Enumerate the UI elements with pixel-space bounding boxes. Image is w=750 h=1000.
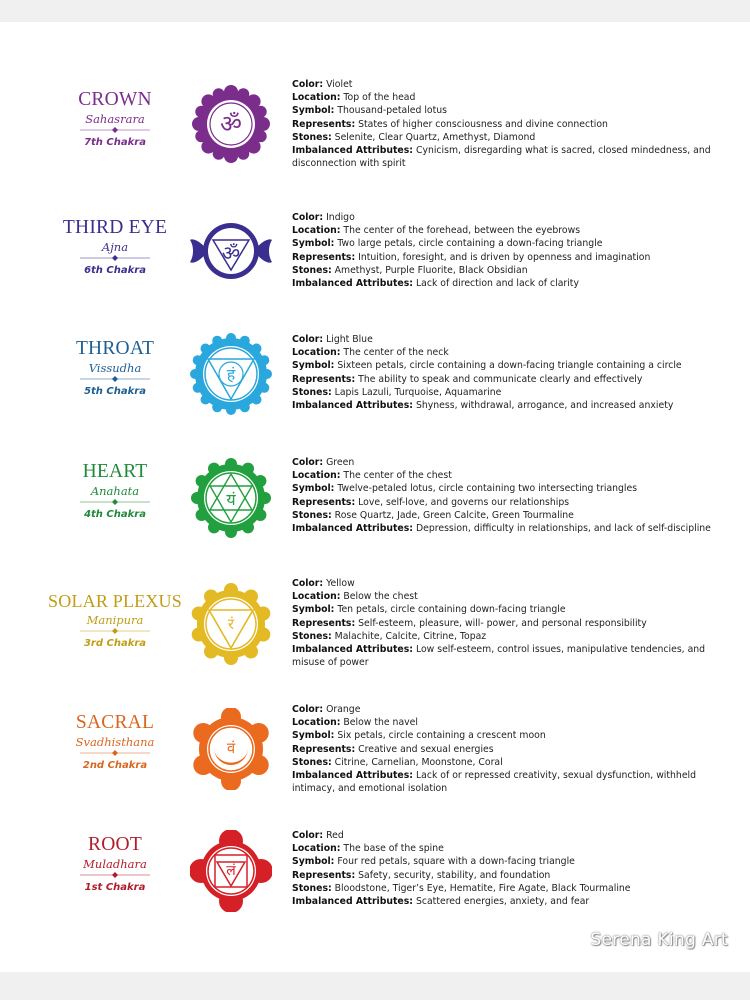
- chakra-ordinal: 7th Chakra: [84, 137, 146, 148]
- label-stones: Stones:: [292, 630, 332, 642]
- chakra-ordinal: 6th Chakra: [84, 265, 146, 276]
- label-represents: Represents:: [292, 251, 356, 263]
- sanskrit-name: Muladhara: [83, 857, 147, 871]
- sanskrit-name: Svadhisthana: [75, 735, 155, 749]
- value-symbol: Thousand-petaled lotus: [337, 105, 447, 117]
- label-color: Color:: [292, 704, 324, 715]
- value-stones: Malachite, Calcite, Citrine, Topaz: [334, 630, 487, 642]
- label-imbalanced: Imbalanced Attributes:: [292, 644, 413, 656]
- value-imbalanced: Low self-esteem, control issues, manipulative tendencies, and misuse of power: [292, 644, 706, 669]
- value-stones: Rose Quartz, Jade, Green Calcite, Green Tourmaline: [334, 509, 574, 521]
- value-color: Yellow: [326, 578, 355, 589]
- value-imbalanced: Lack of or repressed creativity, sexual dysfunction, withheld intimacy, and emotional isolation: [292, 770, 697, 795]
- chakra-name: THROAT: [75, 338, 155, 359]
- label-location: Location:: [292, 347, 341, 359]
- value-color: Red: [326, 830, 344, 841]
- label-location: Location:: [292, 92, 341, 104]
- label-stones: Stones:: [292, 264, 332, 276]
- label-symbol: Symbol:: [292, 360, 335, 372]
- divider-ornament: [80, 499, 150, 505]
- value-stones: Selenite, Clear Quartz, Amethyst, Diamond: [334, 131, 536, 143]
- value-represents: States of higher consciousness and divine connection: [358, 118, 608, 130]
- label-location: Location:: [292, 843, 341, 855]
- lotus-om-icon: [190, 83, 272, 165]
- label-represents: Represents:: [292, 373, 356, 385]
- label-imbalanced: Imbalanced Attributes:: [292, 896, 413, 908]
- value-stones: Amethyst, Purple Fluorite, Black Obsidian: [334, 264, 528, 276]
- label-location: Location:: [292, 591, 341, 603]
- value-imbalanced: Depression, difficulty in relationships, and lack of self-discipline: [415, 523, 711, 535]
- value-represents: The ability to speak and communicate clearly and effectively: [358, 373, 643, 385]
- label-stones: Stones:: [292, 756, 332, 768]
- label-color: Color:: [292, 212, 324, 223]
- value-location: The base of the spine: [343, 843, 444, 855]
- label-symbol: Symbol:: [292, 238, 335, 250]
- chakra-details: [292, 333, 712, 412]
- four-petal-lam-icon: [190, 830, 272, 912]
- sanskrit-name: Vissudha: [88, 361, 142, 375]
- chakra-ordinal: 2nd Chakra: [82, 760, 148, 771]
- sanskrit-name: Ajna: [101, 240, 129, 254]
- label-imbalanced: Imbalanced Attributes:: [292, 523, 413, 535]
- value-symbol: Sixteen petals, circle containing a down-facing triangle containing a circle: [337, 360, 682, 372]
- value-represents: Love, self-love, and governs our relationships: [358, 496, 570, 508]
- value-imbalanced: Lack of direction and lack of clarity: [415, 278, 579, 290]
- value-imbalanced: Cynicism, disregarding what is sacred, closed mindedness, and disconnection with spirit: [292, 145, 711, 170]
- label-stones: Stones:: [292, 509, 332, 521]
- chakra-details: [292, 703, 712, 795]
- value-stones: Lapis Lazuli, Turquoise, Aquamarine: [334, 386, 502, 398]
- svg-text:यं: यं: [226, 490, 236, 509]
- value-symbol: Six petals, circle containing a crescent moon: [337, 730, 546, 742]
- sanskrit-name: Sahasrara: [85, 112, 145, 126]
- label-represents: Represents:: [292, 617, 356, 629]
- value-color: Indigo: [326, 212, 355, 223]
- sanskrit-name: Manipura: [86, 613, 144, 627]
- value-stones: Citrine, Carnelian, Moonstone, Coral: [334, 756, 503, 768]
- value-imbalanced: Shyness, withdrawal, arrogance, and increased anxiety: [415, 400, 674, 412]
- divider-ornament: [80, 255, 150, 261]
- label-represents: Represents:: [292, 869, 356, 881]
- label-location: Location:: [292, 470, 341, 482]
- chakra-details: [292, 829, 712, 908]
- svg-text:लं: लं: [226, 863, 236, 879]
- chakra-name: HEART: [82, 461, 148, 482]
- label-stones: Stones:: [292, 386, 332, 398]
- chakra-ordinal: 3rd Chakra: [83, 638, 147, 649]
- value-stones: Bloodstone, Tiger’s Eye, Hematite, Fire Agate, Black Tourmaline: [334, 882, 631, 894]
- value-location: The center of the chest: [343, 470, 452, 482]
- chakra-ordinal: 4th Chakra: [84, 509, 146, 520]
- label-symbol: Symbol:: [292, 105, 335, 117]
- chakra-details: [292, 211, 712, 290]
- label-symbol: Symbol:: [292, 730, 335, 742]
- chakra-name: CROWN: [78, 89, 152, 110]
- label-color: Color:: [292, 830, 324, 841]
- svg-text:वं: वं: [226, 739, 236, 757]
- chakra-name: ROOT: [88, 834, 142, 855]
- chakra-name: THIRD EYE: [62, 217, 168, 238]
- chakra-chart-page: [0, 22, 750, 972]
- label-imbalanced: Imbalanced Attributes:: [292, 145, 413, 157]
- label-symbol: Symbol:: [292, 604, 335, 616]
- value-represents: Self-esteem, pleasure, will- power, and personal responsibility: [358, 617, 647, 629]
- label-stones: Stones:: [292, 882, 332, 894]
- chakra-ordinal: 1st Chakra: [84, 882, 146, 893]
- twelve-petal-yam-icon: [190, 457, 272, 539]
- label-represents: Represents:: [292, 496, 356, 508]
- label-color: Color:: [292, 457, 324, 468]
- value-symbol: Ten petals, circle containing down-facing triangle: [337, 604, 566, 616]
- label-symbol: Symbol:: [292, 856, 335, 868]
- label-imbalanced: Imbalanced Attributes:: [292, 770, 413, 782]
- label-location: Location:: [292, 717, 341, 729]
- label-color: Color:: [292, 334, 324, 345]
- value-symbol: Two large petals, circle containing a down-facing triangle: [337, 238, 603, 250]
- artist-credit: Serena King Art: [590, 930, 728, 950]
- value-color: Violet: [326, 79, 353, 90]
- chakra-name: SACRAL: [75, 712, 155, 733]
- value-color: Orange: [326, 704, 361, 715]
- divider-ornament: [80, 127, 150, 133]
- label-represents: Represents:: [292, 118, 356, 130]
- value-color: Green: [326, 457, 355, 468]
- divider-ornament: [80, 872, 150, 878]
- value-symbol: Four red petals, square with a down-facing triangle: [337, 856, 575, 868]
- label-symbol: Symbol:: [292, 483, 335, 495]
- value-location: Below the chest: [343, 591, 418, 603]
- label-color: Color:: [292, 578, 324, 589]
- label-location: Location:: [292, 225, 341, 237]
- divider-ornament: [80, 628, 150, 634]
- value-location: Below the navel: [343, 717, 418, 729]
- chakra-name: SOLAR PLEXUS: [48, 591, 182, 611]
- divider-ornament: [80, 750, 150, 756]
- chakra-ordinal: 5th Chakra: [84, 386, 146, 397]
- value-location: The center of the forehead, between the eyebrows: [343, 225, 581, 237]
- ten-petal-ram-icon: [190, 583, 272, 665]
- svg-text:हं: हं: [226, 365, 236, 384]
- value-color: Light Blue: [326, 334, 373, 345]
- two-petal-om-icon: [190, 210, 272, 292]
- svg-text:रं: रं: [227, 615, 235, 633]
- sixteen-petal-ham-icon: [190, 333, 272, 415]
- value-location: Top of the head: [343, 92, 416, 104]
- chakra-details: [292, 78, 712, 170]
- label-color: Color:: [292, 79, 324, 90]
- sanskrit-name: Anahata: [90, 484, 140, 498]
- chakra-details: [292, 456, 712, 535]
- label-stones: Stones:: [292, 131, 332, 143]
- chakra-details: [292, 577, 712, 669]
- divider-ornament: [80, 376, 150, 382]
- svg-text:ॐ: ॐ: [221, 241, 241, 265]
- svg-text:ॐ: ॐ: [220, 110, 242, 138]
- six-petal-vam-icon: [190, 708, 272, 790]
- value-represents: Creative and sexual energies: [358, 743, 494, 755]
- value-symbol: Twelve-petaled lotus, circle containing two intersecting triangles: [337, 483, 638, 495]
- value-represents: Intuition, foresight, and is driven by openness and imagination: [358, 251, 651, 263]
- label-represents: Represents:: [292, 743, 356, 755]
- label-imbalanced: Imbalanced Attributes:: [292, 278, 413, 290]
- value-location: The center of the neck: [343, 347, 449, 359]
- label-imbalanced: Imbalanced Attributes:: [292, 400, 413, 412]
- value-imbalanced: Scattered energies, anxiety, and fear: [415, 896, 590, 908]
- value-represents: Safety, security, stability, and foundation: [358, 869, 551, 881]
